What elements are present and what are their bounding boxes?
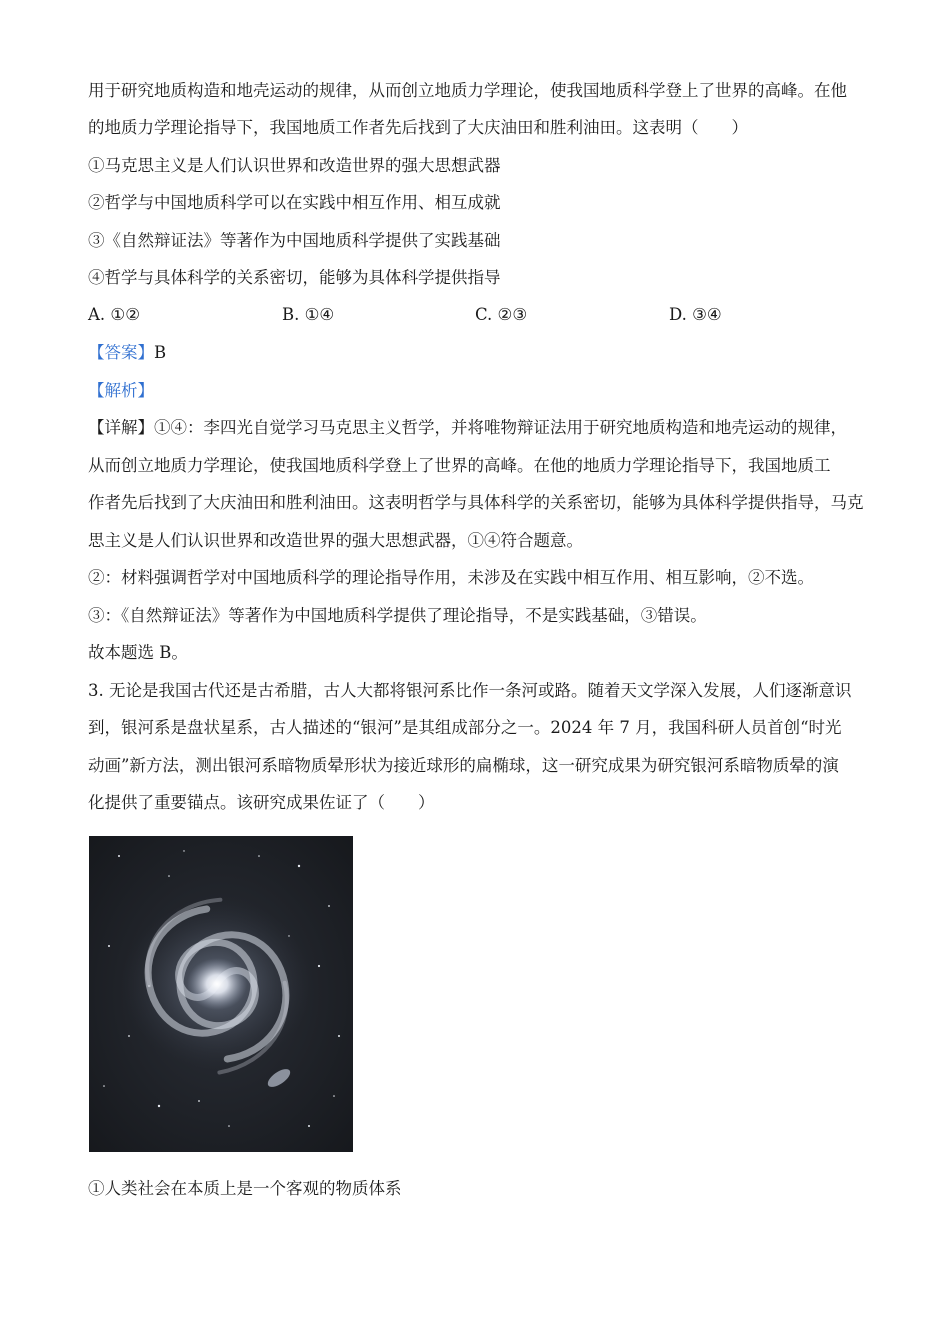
answer-value: B [154,343,167,362]
q3-statement-1: ①人类社会在本质上是一个客观的物质体系 [88,1179,402,1198]
detail-line-3: 作者先后找到了大庆油田和胜利油田。这表明哲学与具体科学的关系密切，能够为具体科学提供指导，马克 [88,493,864,512]
spiral-galaxy-image [89,836,353,1152]
analysis-line [88,380,878,402]
q2-options [88,305,878,327]
q2-statement-1: ①马克思主义是人们认识世界和改造世界的强大思想武器 [88,156,501,175]
q3-stem-line-3: 动画”新方法，测出银河系暗物质晕形状为接近球形的扁椭球，这一研究成果为研究银河系暗物质晕的演 [88,756,839,775]
detail-text-1: ①④：李四光自觉学习马克思主义哲学，并将唯物辩证法用于研究地质构造和地壳运动的规律， [154,418,847,437]
analysis-tag: 【解析】 [88,381,154,400]
option-c: C. ②③ [475,305,528,324]
q2-statement-3: ③《自然辩证法》等著作为中国地质科学提供了实践基础 [88,231,501,250]
answer-tag: 【答案】 [88,343,154,362]
q3-stem-line-2: 到，银河系是盘状星系，古人描述的“银河”是其组成部分之一。2024 年 7 月，我国科研人员首创“时光 [88,718,842,737]
q2-stem-line-2: 的地质力学理论指导下，我国地质工作者先后找到了大庆油田和胜利油田。这表明（ ） [88,118,748,137]
q3-stem-line-1: 3. 无论是我国古代还是古希腊，古人大都将银河系比作一条河或路。随着天文学深入发展，人们逐渐意识 [88,681,852,700]
detail-tag: 【详解】 [88,418,154,437]
detail-line-1 [88,417,878,439]
note-2: ②：材料强调哲学对中国地质科学的理论指导作用，未涉及在实践中相互作用、相互影响，②不选。 [88,568,814,587]
q2-statement-2: ②哲学与中国地质科学可以在实践中相互作用、相互成就 [88,193,501,212]
answer-line [88,342,878,364]
detail-line-4: 思主义是人们认识世界和改造世界的强大思想武器，①④符合题意。 [88,531,583,550]
galaxy-photo [89,836,353,1152]
q2-stem-line-1: 用于研究地质构造和地壳运动的规律，从而创立地质力学理论，使我国地质科学登上了世界的高峰。在他 [88,81,847,100]
q2-statement-4: ④哲学与具体科学的关系密切，能够为具体科学提供指导 [88,268,501,287]
q3-stem-line-4: 化提供了重要锚点。该研究成果佐证了（ ） [88,793,435,812]
conclusion: 故本题选 B。 [88,643,188,662]
option-b: B. ①④ [282,305,335,324]
detail-line-2: 从而创立地质力学理论，使我国地质科学登上了世界的高峰。在他的地质力学理论指导下，我国地质工 [88,456,831,475]
option-d: D. ③④ [669,305,722,324]
note-3: ③：《自然辩证法》等著作为中国地质科学提供了理论指导，不是实践基础，③错误。 [88,606,707,625]
option-a: A. ①② [88,305,140,324]
